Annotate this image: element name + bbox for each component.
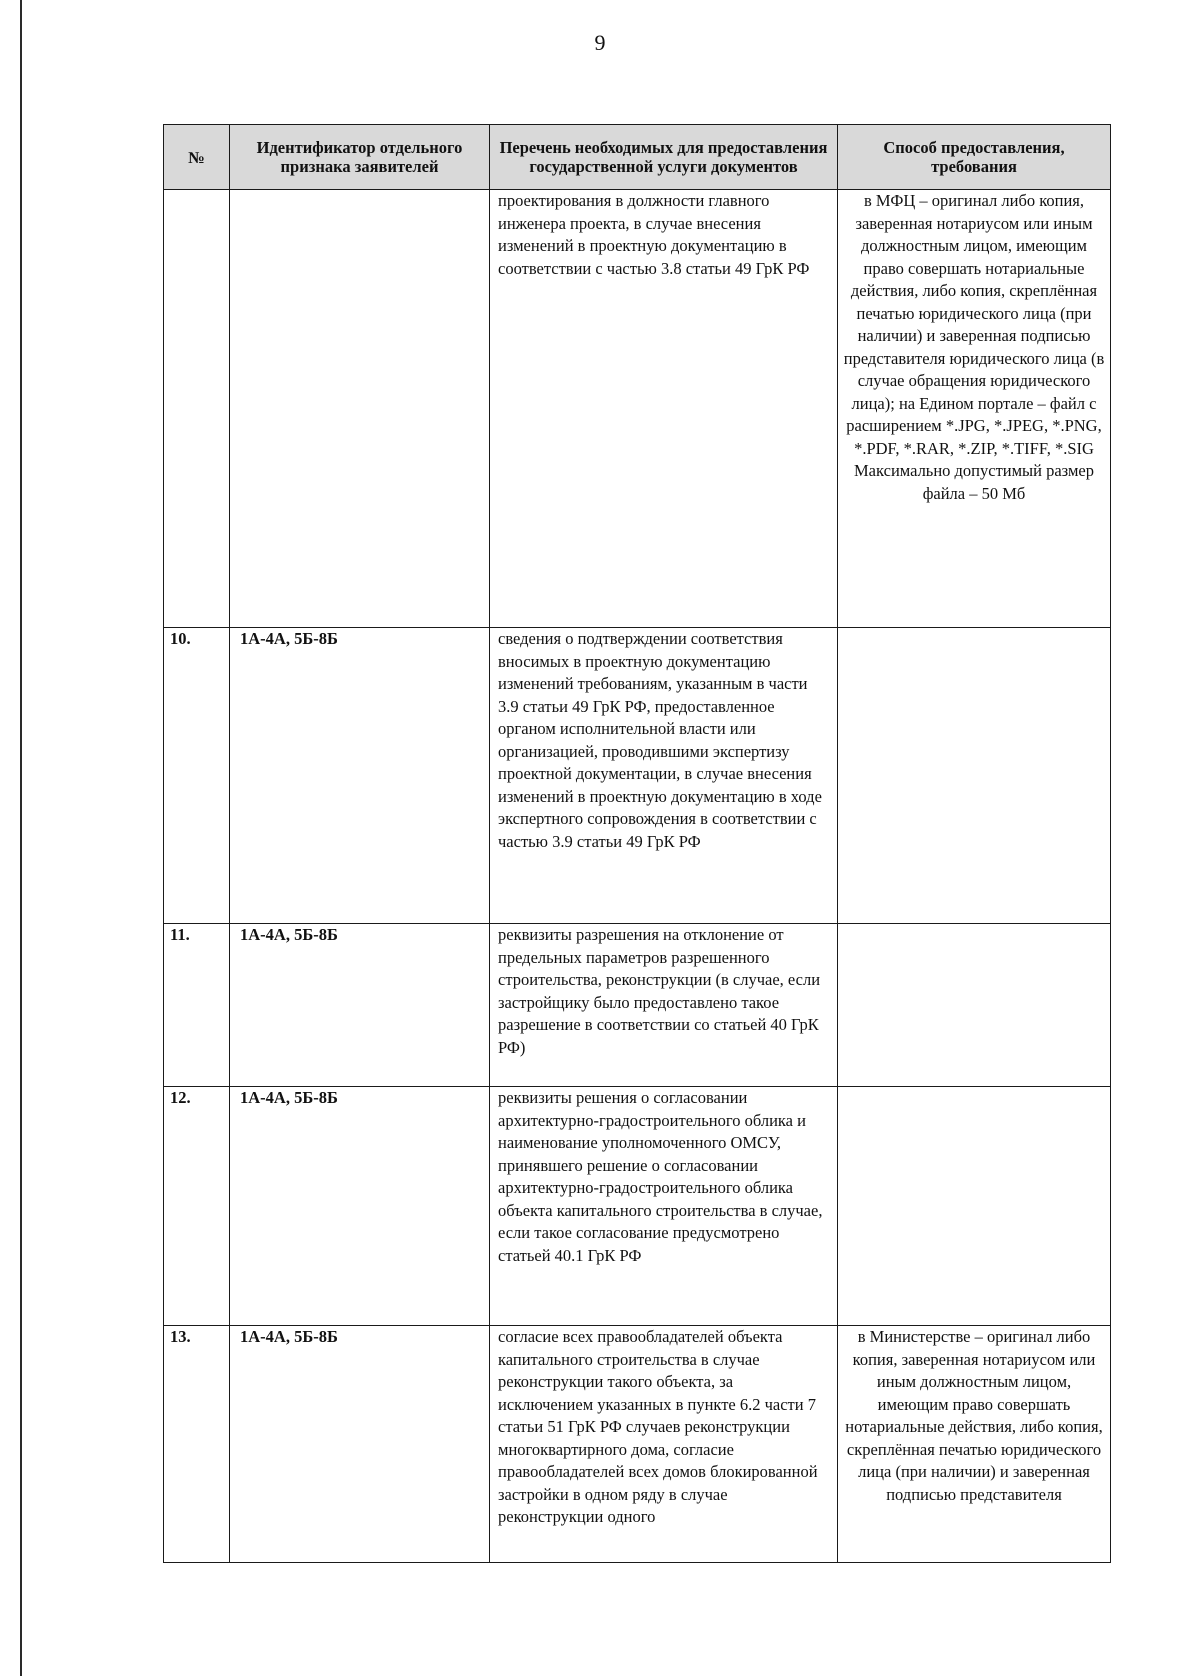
row-documents: согласие всех правообладателей объекта капитального строительства в случае реконструкции такого объекта, за исключением указанных в пункте 6.2 части 7 статьи 51 ГрК РФ случаев реконструкции многоквартирного дома, согласие правообладателей всех домов блокированной застройки в одном ряду в случае реконструкции одного [490,1326,838,1563]
row-method [838,628,1111,924]
header-num: № [164,125,230,190]
table-row [164,1087,1111,1326]
table-row [164,924,1111,1087]
row-num: 11. [164,924,230,1087]
header-method: Способ предоставления, требования [838,125,1111,190]
row-documents: проектирования в должности главного инженера проекта, в случае внесения изменений в проектную документацию в соответствии с частью 3.8 статьи 49 ГрК РФ [490,190,838,628]
row-num: 12. [164,1087,230,1326]
row-identifier: 1А-4А, 5Б-8Б [230,1087,490,1326]
table-row [164,628,1111,924]
row-identifier [230,190,490,628]
row-method: в Министерстве – оригинал либо копия, заверенная нотариусом или иным должностным лицом, имеющим право совершать нотариальные действия, либо копия, скреплённая печатью юридического лица (при наличии) и заверенная подписью представителя [838,1326,1111,1563]
row-num: 10. [164,628,230,924]
row-identifier: 1А-4А, 5Б-8Б [230,924,490,1087]
table-header-row [164,125,1111,190]
row-num: 13. [164,1326,230,1563]
row-method: в МФЦ – оригинал либо копия, заверенная нотариусом или иным должностным лицом, имеющим право совершать нотариальные действия, либо копия, скреплённая печатью юридического лица (при наличии) и заверенная подписью представителя юридического лица (в случае обращения юридического лица); на Едином портале – файл с расширением *.JPG, *.JPEG, *.PNG, *.PDF, *.RAR, *.ZIP, *.TIFF, *.SIG Максимально допустимый размер файла – 50 Мб [838,190,1111,628]
page-edge-line [20,0,22,1676]
header-documents: Перечень необходимых для предоставления государственной услуги документов [490,125,838,190]
row-method [838,1087,1111,1326]
row-identifier: 1А-4А, 5Б-8Б [230,628,490,924]
header-identifier: Идентификатор отдельного признака заявителей [230,125,490,190]
row-documents: реквизиты разрешения на отклонение от предельных параметров разрешенного строительства, реконструкции (в случае, если застройщику было предоставлено такое разрешение в соответствии со статьей 40 ГрК РФ) [490,924,838,1087]
page-number: 9 [594,30,606,55]
row-identifier: 1А-4А, 5Б-8Б [230,1326,490,1563]
row-num [164,190,230,628]
table-row [164,190,1111,628]
documents-table [163,124,1111,1563]
row-method [838,924,1111,1087]
row-documents: реквизиты решения о согласовании архитектурно-градостроительного облика и наименование уполномоченного ОМСУ, принявшего решение о согласовании архитектурно-градостроительного облика объекта капитального строительства в случае, если такое согласование предусмотрено статьей 40.1 ГрК РФ [490,1087,838,1326]
row-documents: сведения о подтверждении соответствия вносимых в проектную документацию изменений требованиям, указанным в части 3.9 статьи 49 ГрК РФ, предоставленное органом исполнительной власти или организацией, проводившими экспертизу проектной документации, в случае внесения изменений в проектную документацию в ходе экспертного сопровождения в соответствии с частью 3.9 статьи 49 ГрК РФ [490,628,838,924]
table-row [164,1326,1111,1563]
